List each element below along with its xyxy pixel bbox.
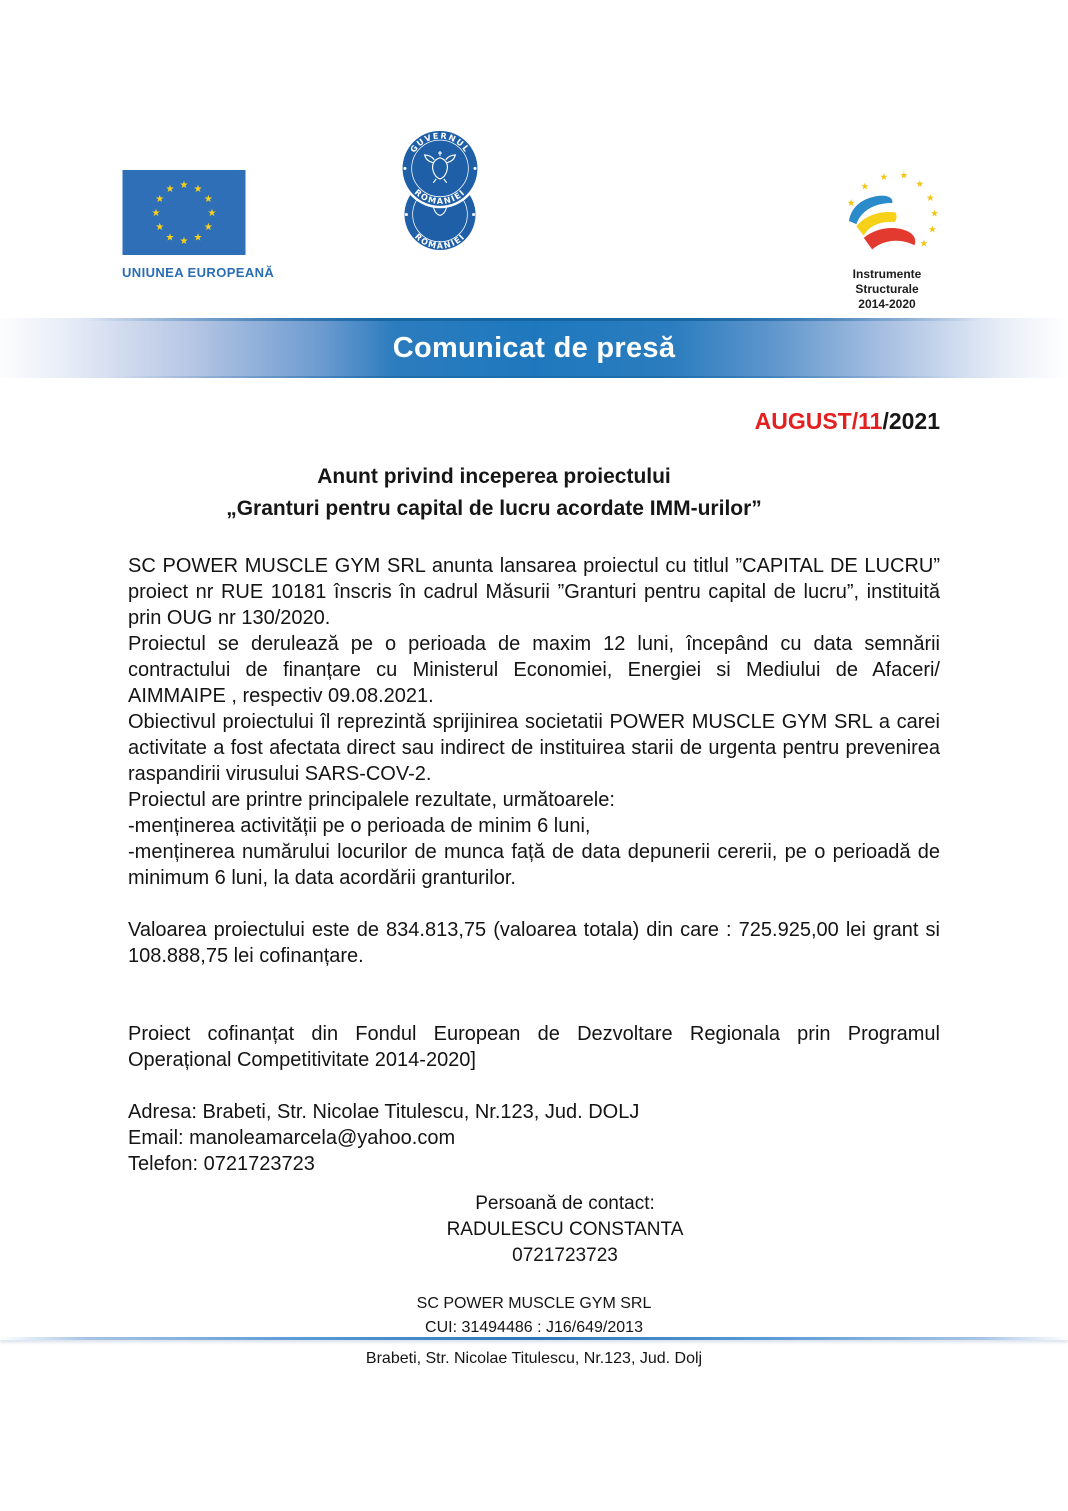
svg-text:★: ★ [207, 208, 217, 219]
svg-text:★: ★ [193, 232, 203, 244]
paragraph-value: Valoarea proiectului este de 834.813,75 (valoarea totala) din care : 725.925,00 lei grant si 108.888,75 lei cofinanțare. [128, 919, 940, 967]
svg-text:★: ★ [165, 183, 175, 195]
svg-text:★: ★ [930, 208, 939, 220]
address-line: Adresa: Brabeti, Str. Nicolae Titulescu, Nr.123, Jud. DOLJ [128, 1101, 640, 1123]
svg-text:★: ★ [919, 238, 929, 250]
date-month-day: AUGUST/11 [754, 408, 883, 434]
email-line: Email: manoleamarcela@yahoo.com [128, 1127, 456, 1149]
svg-text:★: ★ [179, 236, 189, 247]
instrumente-structurale-logo [822, 165, 952, 312]
eu-logo-label: UNIUNEA EUROPEANĂ [122, 265, 275, 280]
svg-text:★: ★ [846, 198, 856, 210]
svg-text:★: ★ [155, 222, 165, 233]
svg-text:★: ★ [203, 194, 213, 205]
footer [0, 1292, 1068, 1371]
instrumente-structurale-line2: 2014-2020 [858, 297, 916, 311]
gov-romania-logo [392, 123, 488, 257]
svg-text:★: ★ [165, 232, 175, 244]
phone-line: Telefon: 0721723723 [128, 1153, 315, 1175]
logo-row [0, 0, 1068, 311]
contact-heading: Persoană de contact: [475, 1193, 655, 1214]
paragraph-result-1: -menținerea activității pe o perioada de minim 6 luni, [128, 815, 591, 837]
svg-text:★: ★ [155, 194, 165, 205]
footer-address: Brabeti, Str. Nicolae Titulescu, Nr.123, Jud. Dolj [365, 1350, 703, 1367]
paragraph-result-2: -menținerea numărului locurilor de munca față de data depunerii cererii, pe o perioadă de minimum 6 luni, la data acordării granturilor. [128, 841, 940, 889]
eu-flag-icon [122, 170, 246, 255]
gov-seal-top-word: GUVERNUL [407, 130, 473, 155]
eu-flag-logo [122, 170, 275, 280]
date-line [128, 408, 940, 435]
contact-block [190, 1191, 940, 1269]
svg-text:★: ★ [860, 181, 870, 193]
svg-text:★: ★ [179, 180, 189, 191]
footer-registration: CUI: 31494486 : J16/649/2013 [425, 1319, 643, 1336]
banner-title: Comunicat de presă [392, 332, 676, 364]
svg-text:★: ★ [899, 170, 909, 182]
document-title [88, 461, 900, 525]
svg-text:★: ★ [915, 179, 924, 191]
gov-romania-seal-icon [392, 123, 488, 257]
paragraph-cofinancing: Proiect cofinanțat din Fondul European de Dezvoltare Regionala prin Programul Operațional Competitivitate 2014-2020] [128, 1023, 940, 1071]
footer-company: SC POWER MUSCLE GYM SRL [416, 1295, 652, 1312]
svg-text:★: ★ [193, 183, 203, 195]
svg-text:★: ★ [879, 171, 889, 183]
paragraph-duration: Proiectul se derulează pe o perioada de maxim 12 luni, începând cu data semnării contractului de finanțare cu Ministerul Economiei, Energiei si Mediului de Afaceri/ AIMMAIPE , respectiv 09.08.2021. [128, 633, 940, 707]
document-title-line2: „Granturi pentru capital de lucru acordate IMM-urilor” [226, 497, 762, 520]
document-content [128, 398, 940, 1269]
gov-seal-bottom-word-2: ROMÂNIEI [412, 186, 468, 207]
date-year: /2021 [882, 408, 940, 434]
body-text [128, 553, 940, 1177]
svg-text:★: ★ [203, 222, 213, 233]
instrumente-structurale-line1: Instrumente Structurale [852, 267, 922, 296]
gov-seal-bottom-word: ROMÂNIEI [412, 231, 468, 251]
svg-text:★: ★ [151, 208, 161, 219]
paragraph-objective: Obiectivul proiectului îl reprezintă sprijinirea societatii POWER MUSCLE GYM SRL a carei activitate a fost afectata direct sau indirect de instituirea starii de urgenta pentru prevenirea raspandirii virusului SARS-COV-2. [128, 711, 940, 785]
press-release-banner [0, 318, 1068, 378]
paragraph-results-intro: Proiectul are printre principalele rezultate, următoarele: [128, 789, 615, 811]
svg-text:★: ★ [928, 224, 937, 236]
instrumente-structurale-icon [832, 165, 942, 260]
paragraph-announcement: SC POWER MUSCLE GYM SRL anunta lansarea proiectul cu titlul ”CAPITAL DE LUCRU” proiect nr RUE 10181 înscris în cadrul Măsurii ”Granturi pentru capital de lucru”, instituită prin OUG nr 130/2020. [128, 555, 940, 629]
contact-name: RADULESCU CONSTANTA [446, 1219, 684, 1240]
contact-phone: 0721723723 [512, 1245, 618, 1266]
svg-text:★: ★ [926, 192, 935, 204]
instrumente-structurale-label [822, 267, 952, 312]
document-title-line1: Anunt privind inceperea proiectului [317, 465, 671, 488]
